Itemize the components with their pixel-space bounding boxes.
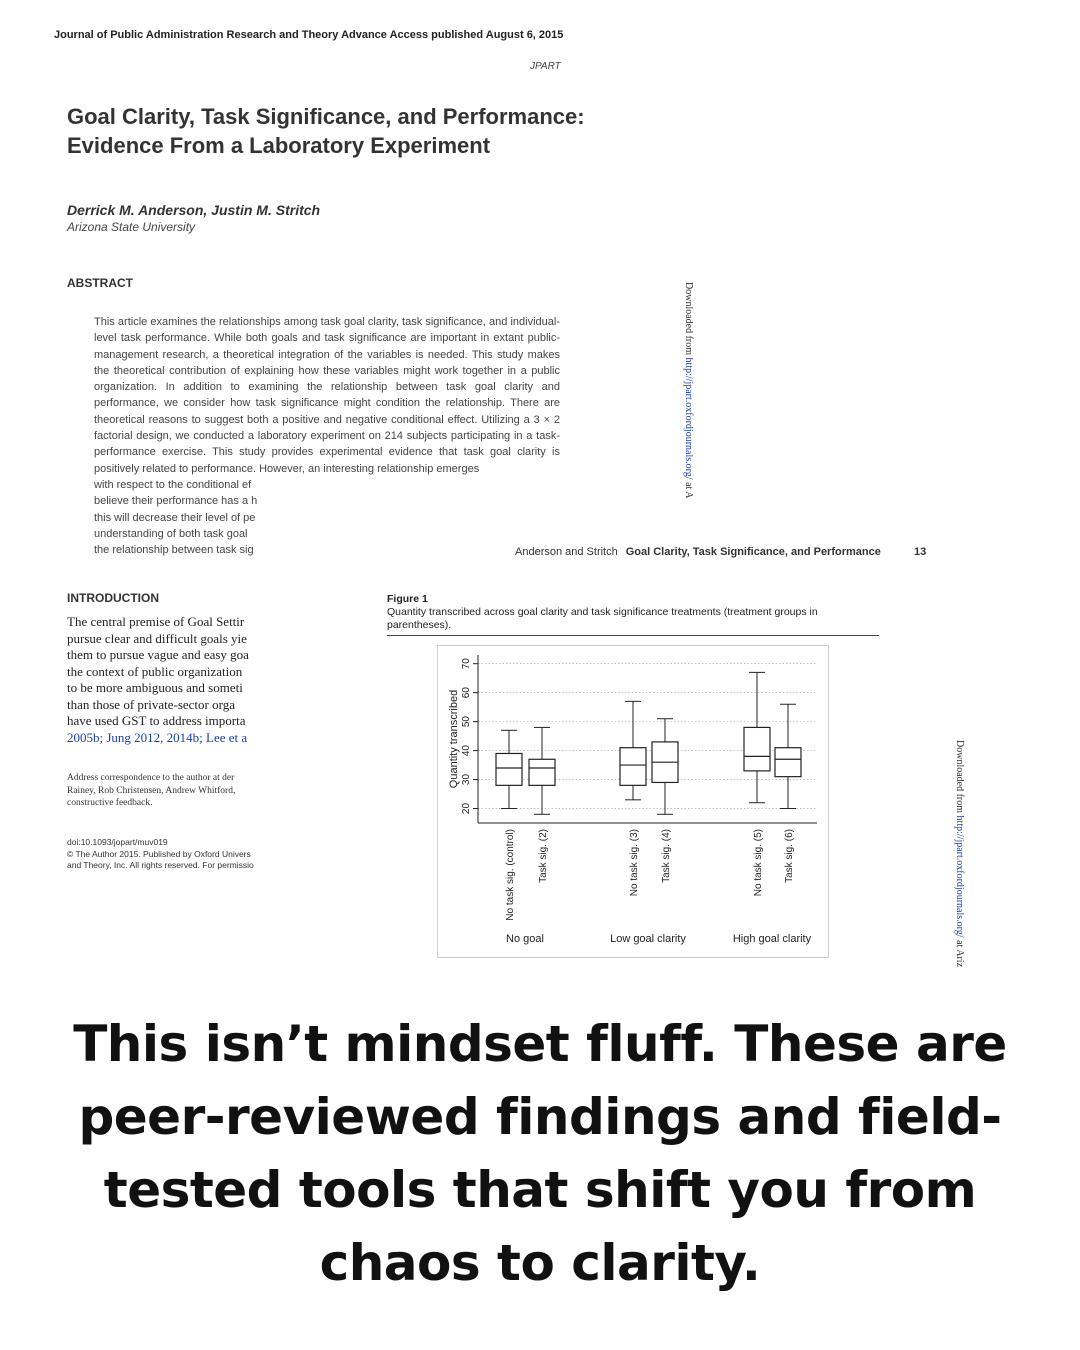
x-tick-label: No task sig. (5)	[753, 829, 764, 897]
paper-authors: Derrick M. Anderson, Justin M. Stritch	[67, 202, 321, 218]
journal-abbrev: JPART	[530, 61, 561, 72]
x-tick-label: Task sig. (4)	[661, 829, 672, 883]
doi-line: doi:10.1093/jopart/muv019	[67, 837, 168, 847]
intro-line: pursue clear and difficult goals yie	[67, 630, 247, 646]
address-line: Rainey, Rob Christensen, Andrew Whitford,	[67, 785, 236, 796]
intro-line: to be more ambiguous and someti	[67, 680, 243, 695]
copyright-line: © The Author 2015. Published by Oxford Univers	[67, 848, 251, 859]
caption-rule	[387, 635, 879, 636]
group-label: Low goal clarity	[610, 933, 686, 945]
box-iqr	[620, 748, 646, 786]
running-header-authors: Anderson and Stritch	[515, 546, 618, 558]
abstract-cut-lines	[94, 477, 274, 558]
x-tick-label: No task sig. (3)	[629, 829, 640, 897]
running-header	[515, 546, 881, 558]
abstract-line: understanding of both task goal	[94, 527, 248, 540]
journal-line: Journal of Public Administration Research and Theory Advance Access published August 6, 2015	[54, 29, 564, 41]
figure-caption: Quantity transcribed across goal clarity and task significance treatments (treatment groups in parentheses).	[387, 606, 818, 631]
download-side-note	[683, 282, 694, 498]
paper-affiliation: Arizona State University	[67, 220, 196, 234]
abstract-line: this will decrease their level of pe	[94, 511, 256, 524]
side-note-suffix: at A	[683, 479, 694, 499]
group-label: High goal clarity	[732, 933, 812, 945]
side-note-link[interactable]: http://jpart.oxfordjournals.org/	[683, 357, 694, 480]
box-iqr	[744, 727, 770, 770]
rights-line: and Theory, Inc. All rights reserved. For permissio	[67, 860, 254, 870]
group-label: No goal	[506, 933, 544, 945]
y-tick-label: 70	[461, 658, 472, 670]
abstract-line: the relationship between task sig	[94, 544, 254, 557]
box-iqr	[529, 759, 555, 785]
doi-block	[67, 837, 272, 872]
x-tick-label: No task sig. (control)	[505, 829, 516, 921]
address-line: constructive feedback.	[67, 798, 153, 808]
x-tick-label: Task sig. (2)	[538, 829, 549, 883]
boxplot-chart	[437, 645, 829, 958]
y-tick-label: 20	[461, 802, 472, 815]
y-tick-label: 60	[461, 687, 472, 699]
y-tick-label: 30	[461, 773, 472, 786]
address-line: Address correspondence to the author at der	[67, 773, 235, 783]
y-tick-label: 50	[461, 716, 472, 728]
download-side-note-2	[951, 740, 965, 980]
intro-line: than those of private-sector orga	[67, 696, 235, 712]
figure-label: Figure 1	[387, 593, 428, 605]
side-note-prefix: Downloaded from	[683, 282, 694, 358]
overlay-caption: This isn’t mindset fluff. These are peer-reviewed findings and field-tested tools that shift you from chaos to clarity.	[73, 1015, 1007, 1292]
intro-line: them to pursue vague and easy goa	[67, 647, 249, 662]
box-iqr	[496, 753, 522, 785]
intro-line: have used GST to address importa	[67, 713, 246, 728]
side-note-suffix: at Ariz	[954, 937, 965, 968]
x-tick-label: Task sig. (6)	[784, 829, 795, 883]
abstract-line: with respect to the conditional ef	[94, 479, 252, 491]
abstract-heading: ABSTRACT	[67, 276, 133, 290]
side-note-prefix: Downloaded from	[954, 740, 965, 816]
page-number: 13	[914, 546, 927, 558]
paper-title: Goal Clarity, Task Significance, and Performance: Evidence From a Laboratory Experiment	[67, 104, 585, 158]
y-tick-label: 40	[461, 745, 472, 757]
introduction-text	[67, 614, 272, 746]
y-axis-label: Quantity transcribed	[448, 689, 460, 789]
chart-frame	[438, 646, 829, 958]
side-note-link[interactable]: http://jpart.oxfordjournals.org/	[954, 815, 965, 938]
box-iqr	[775, 748, 801, 777]
intro-line: the context of public organization	[67, 663, 243, 679]
address-footnote	[67, 772, 272, 810]
abstract-line: believe their performance has a h	[94, 495, 258, 508]
running-header-title: Goal Clarity, Task Significance, and Performance	[625, 546, 881, 558]
abstract-text: This article examines the relationships among task goal clarity, task significance, and individual-level task performance. While both goals and task significance are important in extant public-management research, a theoretical integration of the variables is needed. This study makes the theoretical contribution of explaining how these variables might work together in a public organization. In addition to examining the relationship between task goal clarity and performance, we consider how task significance might condition the relationship. There are theoretical reasons to suggest both a positive and negative conditional effect. Utilizing a 3 × 2 factorial design, we conducted a laboratory experiment on 214 subjects participating in a task-performance exercise. This study provides experimental evidence that task goal clarity is positively related to performance. However, an interesting relationship emerges	[94, 316, 560, 475]
introduction-heading: INTRODUCTION	[67, 591, 159, 605]
intro-line: The central premise of Goal Settir	[67, 614, 245, 629]
intro-citation-line[interactable]: 2005b; Jung 2012, 2014b; Lee et a	[67, 729, 248, 745]
